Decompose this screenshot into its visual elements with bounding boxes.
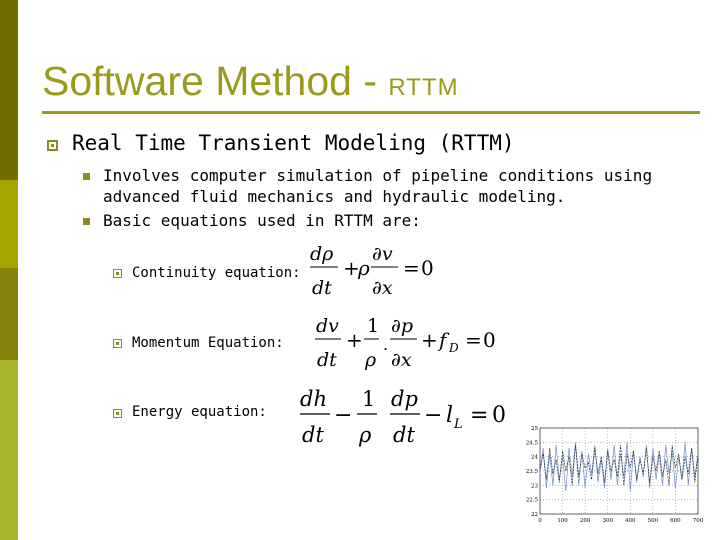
svg-text:+: + xyxy=(421,328,438,352)
square-bullet-icon xyxy=(113,339,122,348)
sidebar-block-bottom xyxy=(0,360,18,540)
svg-text:.: . xyxy=(383,335,389,354)
svg-text:1: 1 xyxy=(367,315,380,337)
svg-text:dt: dt xyxy=(317,349,337,371)
chart-x-tick-label: 100 xyxy=(557,518,568,524)
square-bullet-icon xyxy=(47,140,58,151)
svg-text:=: = xyxy=(403,256,420,280)
chart-x-tick-label: 0 xyxy=(538,518,542,524)
sub-bullet-2-text: Basic equations used in RTTM are: xyxy=(103,211,421,230)
pressure-chart xyxy=(518,424,704,528)
svg-text:L: L xyxy=(454,417,463,432)
svg-text:∂v: ∂v xyxy=(372,243,393,265)
chart-x-tick-label: 600 xyxy=(670,518,681,524)
chart-y-tick-label: 22.5 xyxy=(525,497,538,504)
equation-label-momentum: Momentum Equation: xyxy=(132,335,284,351)
sub-bullet-1-line-1: Involves computer simulation of pipeline conditions using xyxy=(103,166,653,185)
svg-text:+: + xyxy=(343,256,360,280)
svg-text:f: f xyxy=(439,328,447,352)
sidebar-decoration xyxy=(0,0,18,540)
svg-text:dv: dv xyxy=(316,315,339,337)
svg-text:=: = xyxy=(470,403,489,428)
momentum-equation xyxy=(313,310,503,372)
chart-x-tick-label: 300 xyxy=(602,518,613,524)
continuity-equation xyxy=(308,240,438,300)
sub-bullet-1-line-2: advanced fluid mechanics and hydraulic modeling. xyxy=(103,187,566,206)
svg-text:dρ: dρ xyxy=(310,243,334,265)
chart-y-tick-label: 23 xyxy=(531,483,538,490)
svg-text:0: 0 xyxy=(492,403,506,428)
svg-text:dp: dp xyxy=(391,387,418,411)
svg-text:dt: dt xyxy=(302,423,324,447)
chart-x-tick-label: 700 xyxy=(692,518,704,524)
chart-x-tick-label: 400 xyxy=(625,518,636,524)
svg-text:∂x: ∂x xyxy=(372,277,393,299)
chart-y-tick-label: 22 xyxy=(531,512,538,518)
chart-y-tick-label: 24 xyxy=(531,454,538,461)
svg-text:−: − xyxy=(334,403,353,428)
square-bullet-icon xyxy=(113,269,122,278)
equation-label-energy: Energy equation: xyxy=(132,404,267,420)
svg-text:−: − xyxy=(424,403,443,428)
svg-text:∂p: ∂p xyxy=(391,315,413,337)
svg-text:0: 0 xyxy=(421,256,434,280)
slide-title-main: Software Method - xyxy=(42,58,389,104)
svg-text:dh: dh xyxy=(300,387,327,411)
chart-x-tick-label: 200 xyxy=(579,518,591,524)
chart-series-line xyxy=(540,442,698,491)
svg-text:1: 1 xyxy=(362,387,376,411)
svg-text:ρ: ρ xyxy=(359,423,372,447)
square-bullet-icon xyxy=(83,173,90,180)
energy-equation xyxy=(298,384,516,448)
title-underline xyxy=(42,111,700,114)
svg-text:l: l xyxy=(446,403,454,428)
svg-text:ρ: ρ xyxy=(365,349,377,371)
svg-text:+: + xyxy=(346,328,363,352)
bullet-text: Real Time Transient Modeling (RTTM) xyxy=(72,131,515,155)
svg-text:ρ: ρ xyxy=(358,256,370,280)
square-bullet-icon xyxy=(83,218,90,225)
sidebar-block-top xyxy=(0,0,18,180)
svg-text:=: = xyxy=(465,328,482,352)
svg-text:0: 0 xyxy=(483,328,496,352)
equation-label-continuity: Continuity equation: xyxy=(132,265,301,281)
svg-text:dt: dt xyxy=(312,277,332,299)
chart-x-tick-label: 500 xyxy=(647,518,659,524)
chart-y-tick-label: 24.5 xyxy=(525,440,538,447)
svg-text:dt: dt xyxy=(393,423,415,447)
slide-title xyxy=(42,58,459,105)
chart-y-tick-label: 23.5 xyxy=(525,469,538,475)
sidebar-block-lower-mid xyxy=(0,268,18,360)
square-bullet-icon xyxy=(113,409,122,418)
svg-text:∂x: ∂x xyxy=(391,349,412,371)
sidebar-block-upper-mid xyxy=(0,180,18,268)
slide-title-sub: RTTM xyxy=(388,74,459,101)
chart-y-tick-label: 25 xyxy=(531,426,538,432)
svg-text:D: D xyxy=(449,341,459,355)
